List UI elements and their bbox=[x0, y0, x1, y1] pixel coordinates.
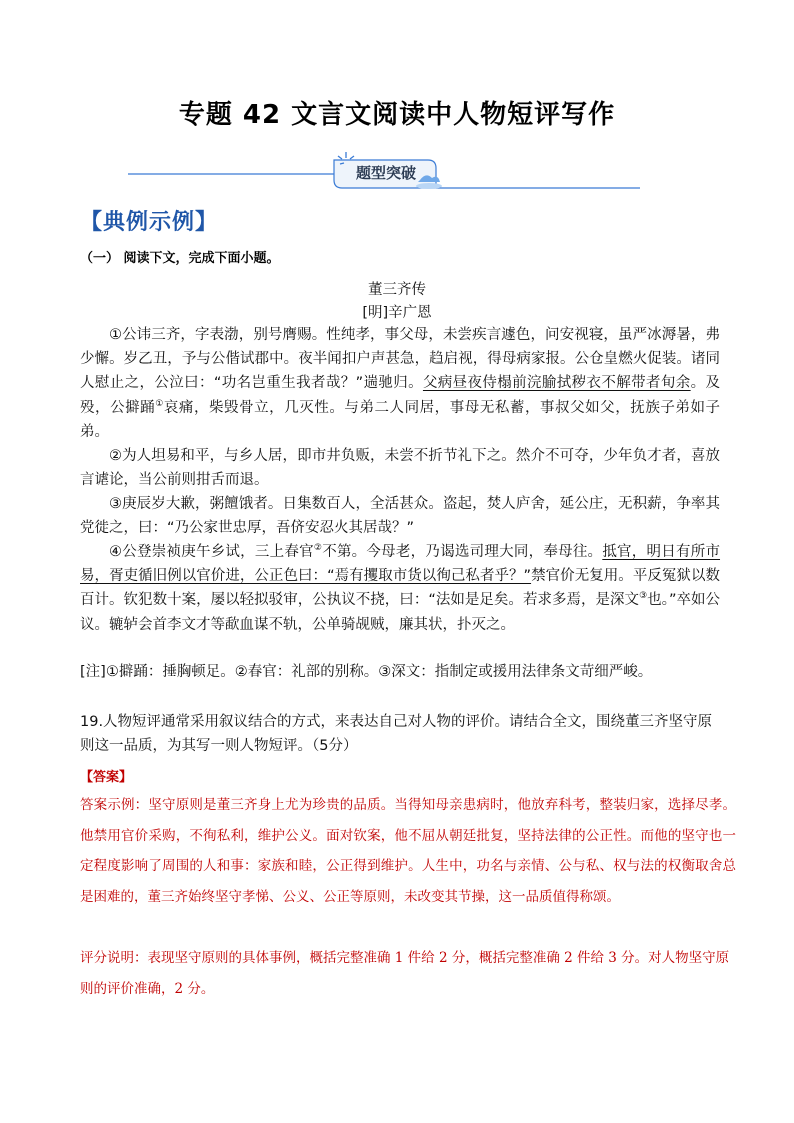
footnote-marker-2: ② bbox=[313, 543, 323, 554]
footnote-marker-3: ③ bbox=[639, 591, 648, 602]
passage-author: [明]辛广恩 bbox=[362, 305, 432, 321]
banner-label: 题型突破 bbox=[355, 164, 416, 182]
page-title: 专题 42 文言文阅读中人物短评写作 bbox=[178, 100, 616, 130]
passage-title: 董三齐传 bbox=[368, 282, 426, 298]
passage-paragraph-1: ①公讳三齐，字表渤，别号膺赐。性纯孝，事父母，未尝疾言遽色，问安视寝，虽严冰溽暑，弗少懈。岁乙丑，予与公偕试郡中。夜半闻扣户声甚急，趋启视，得母病家报。公仓皇燃火促装。诸同人慰止之，公泣曰：“功名岂重生我者哉？”遄驰归。父病昼夜侍榻前浣腧拭秽衣不解带者旬余。及殁，公擗踊①哀痛，柴毁骨立，几灭性。与弟二人同居，事母无私蓄，事叔父如父，抚族子弟如子弟。 bbox=[80, 327, 721, 440]
passage-paragraph-3: ③庚辰岁大歉，粥饘饿者。日集数百人，全活甚众。盗起，焚人庐舍，延公庄，无积薪，争率其党徙之，曰：“乃公家世忠厚，吾侪安忍火其居哉？” bbox=[80, 496, 720, 537]
passage-paragraph-4: ④公登崇祯庚午乡试，三上春官②不第。今母老，乃谒选司理大同，奉母往。抵官，明日有所市易，胥吏循旧例以官价进，公正色曰：“焉有攫取市货以徇己私者乎？”禁官价无复用。平反冤狱以数百计。钦犯数十案，屡以轻拟驳审，公执议不挠，曰：“法如是足矣。若求多焉，是深文③也。”卒如公议。辘轳会首李文才等歃血谋不轨，公单骑觇贼，廉其状，扑灭之。 bbox=[80, 543, 721, 633]
underlined-sentence-2: 抵官，明日有所市易，胥吏循旧例以官价进，公正色曰：“焉有攫取市货以徇己私者乎？” bbox=[80, 544, 721, 585]
section-banner bbox=[128, 150, 640, 194]
answer-text: 答案示例：坚守原则是董三齐身上尤为珍贵的品质。当得知母亲患病时，他放弃科考，整装归家，选择尽孝。他禁用官价采购，不徇私利，维护公义。面对钦案，他不屈从朝廷批复，坚持法律的公正性。而他的坚守也一定程度影响了周围的人和事：家族和睦，公正得到维护。人生中，功名与亲情、公与私、权与法的权衡取舍总是困难的，董三齐始终坚守孝悌、公义、公正等原则，未改变其节操，这一品质值得称颂。 bbox=[80, 797, 736, 905]
passage-paragraph-2: ②为人坦易和平，与乡人居，即市井负贩，未尝不折节礼下之。然介不可夺，少年负才者，喜放言谑论，当公前则拑舌而退。 bbox=[80, 448, 720, 489]
answer-heading: 【答案】 bbox=[80, 770, 133, 785]
scoring-notes: 评分说明：表现坚守原则的具体事例，概括完整准确 1 件给 2 分，概括完整准确 2 件给 3 分。对人物坚守原则的评价准确，2 分。 bbox=[80, 950, 730, 997]
footnote-marker-1: ① bbox=[155, 398, 164, 409]
instruction-text: （一） 阅读下文，完成下面小题。 bbox=[80, 251, 280, 266]
underlined-sentence-1: 父病昼夜侍榻前浣腧拭秽衣不解带者旬余 bbox=[422, 375, 691, 392]
question-19: 19.人物短评通常采用叙议结合的方式，来表达自己对人物的评价。请结合全文，围绕董三齐坚守原则这一品质，为其写一则人物短评。（5分） bbox=[80, 714, 713, 755]
section-heading: 【典例示例】 bbox=[80, 210, 219, 235]
footnotes: [注]①擗踊：捶胸顿足。②春官：礼部的别称。③深文：指制定或援用法律条文苛细严峻。 bbox=[80, 664, 653, 680]
